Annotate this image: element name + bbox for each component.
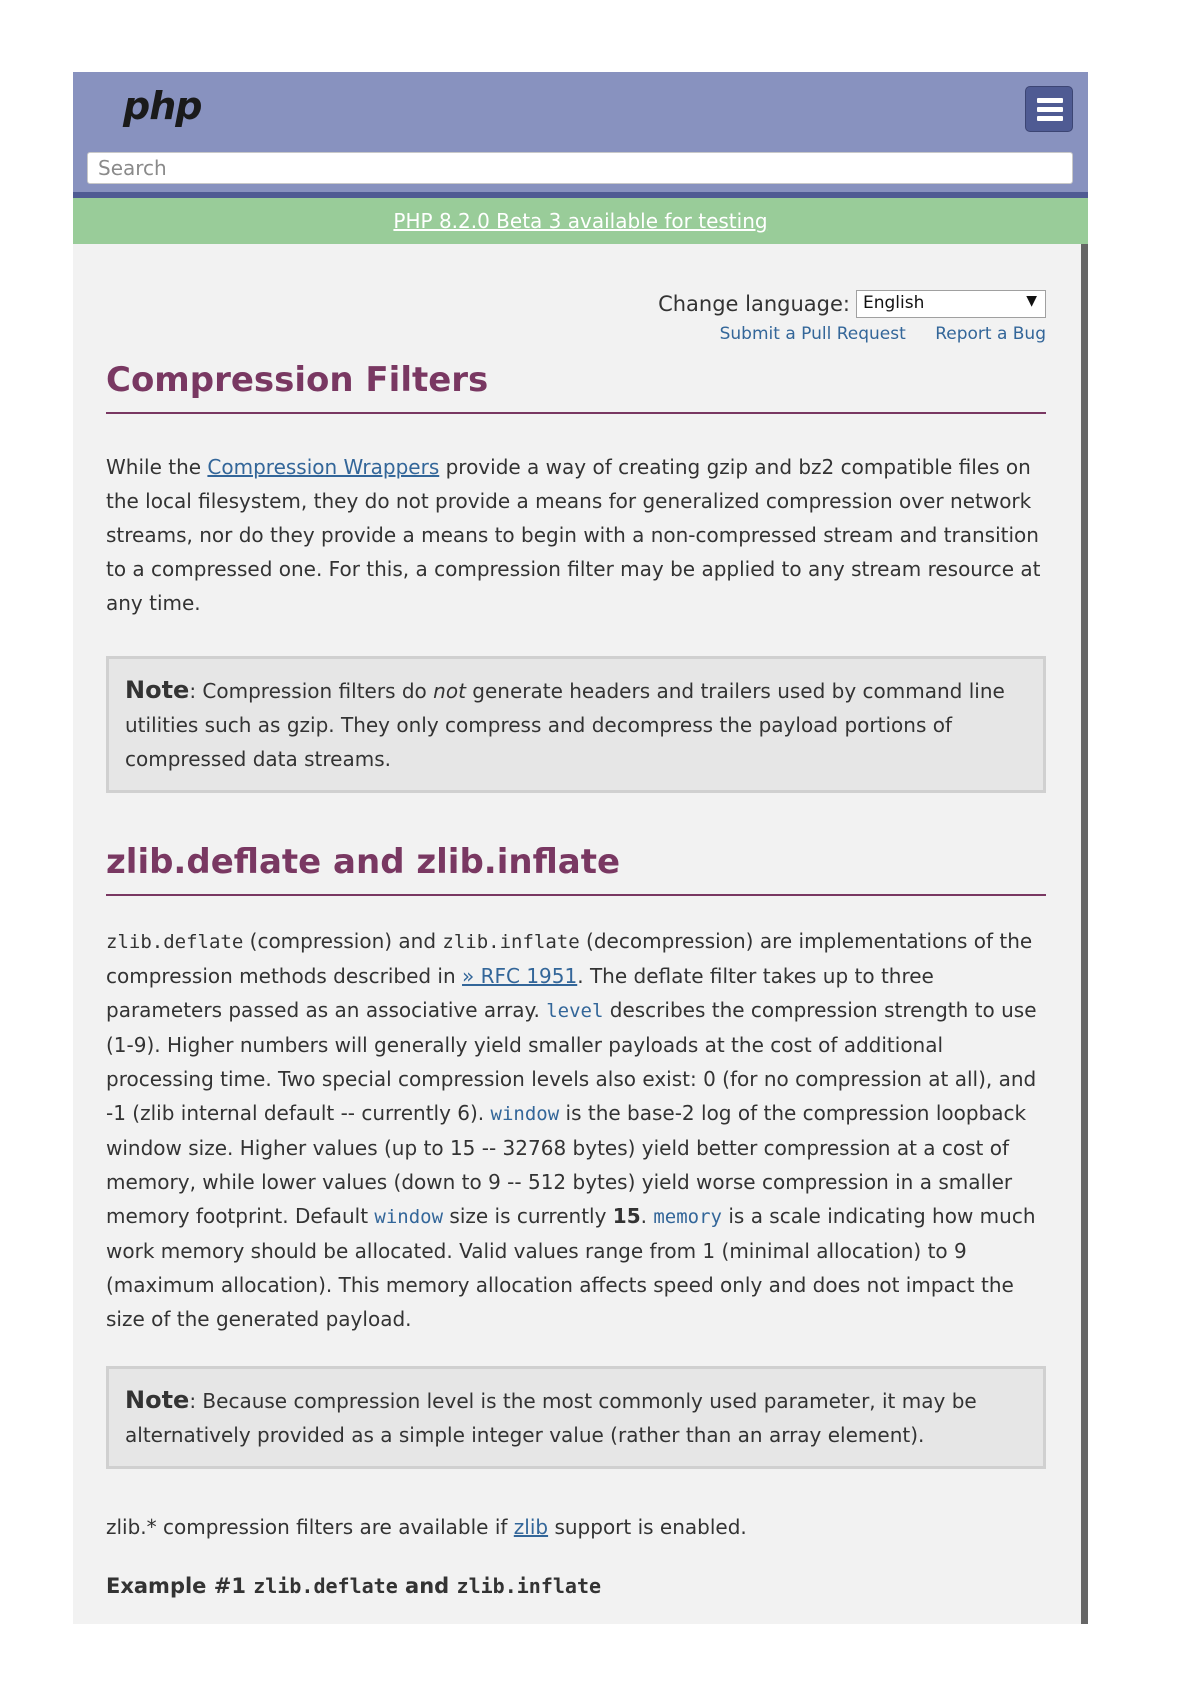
code-memory: memory: [653, 1206, 722, 1228]
text: provide a way of creating gzip and bz2 compatible files on the local filesystem, they do not provide a means for generalized compression over network streams, nor do they provide a means to begin with a non-compressed stream and transition to a compressed one. For this, a compression filter may be applied to any stream resource at any time.: [106, 455, 1041, 615]
text: describes the compression strength to use (1-9). Higher numbers will generally yield smaller payloads at the cost of additional processing time. Two special compression levels also exist: 0 (for no compression at all), and -1 (zlib internal default -- currently 6).: [106, 998, 1037, 1125]
code-inflate: zlib.inflate: [456, 1574, 602, 1598]
example-title: [106, 1574, 601, 1598]
text: support is enabled.: [548, 1515, 747, 1539]
text: size is currently: [443, 1204, 613, 1228]
code-level: level: [546, 1000, 604, 1022]
text: .: [640, 1204, 654, 1228]
note-box: [106, 656, 1046, 793]
text: . The deflate filter takes up to three parameters passed as an associative array.: [106, 964, 934, 1022]
hamburger-menu-icon[interactable]: [1025, 86, 1073, 132]
text: and: [397, 1574, 457, 1598]
text: (decompression) are implementations of the compression methods described in: [106, 929, 1033, 988]
rfc-1951-link[interactable]: » RFC 1951: [462, 964, 578, 988]
deflate-description: [106, 924, 1046, 1336]
code-window: window: [490, 1103, 560, 1125]
menu-bar: [1037, 98, 1063, 103]
text: is the base-2 log of the compression loopback window size. Higher values (up to 15 -- 32768 bytes) yield better compression at a cost of memory, while lower values (down to 9 -- 512 bytes) yield worse compression in a smaller memory footprint. Default: [106, 1101, 1027, 1228]
code-deflate: zlib.deflate: [253, 1574, 398, 1598]
edit-links: [696, 324, 1046, 344]
section-title: zlib.deflate and zlib.inflate: [106, 842, 1046, 896]
note-label: Note: [125, 676, 190, 704]
note-box: [106, 1366, 1046, 1469]
language-label: Change language:: [658, 292, 850, 316]
php-logo[interactable]: php: [123, 84, 202, 128]
search-input[interactable]: [87, 152, 1073, 184]
change-language: [658, 290, 1046, 318]
report-bug-link[interactable]: Report a Bug: [935, 324, 1046, 344]
text: Example #1: [106, 1574, 254, 1598]
text: : Because compression level is the most commonly used parameter, it may be alternatively provided as a simple integer value (rather than an array element).: [125, 1389, 977, 1447]
text: While the: [106, 455, 208, 479]
compression-wrappers-link[interactable]: Compression Wrappers: [207, 455, 440, 479]
site-header: [73, 72, 1088, 198]
submit-pull-request-link[interactable]: Submit a Pull Request: [719, 324, 906, 344]
right-border: [1081, 244, 1088, 1624]
menu-bar: [1037, 107, 1063, 112]
beta-announcement-link[interactable]: PHP 8.2.0 Beta 3 available for testing: [393, 209, 768, 233]
text: (compression) and: [243, 929, 443, 953]
text: zlib.* compression filters are available if: [106, 1515, 514, 1539]
menu-bar: [1037, 116, 1063, 121]
note-label: Note: [125, 1386, 190, 1414]
language-select[interactable]: [856, 290, 1046, 318]
page-title: Compression Filters: [106, 360, 1046, 414]
text: generate headers and trailers used by command line utilities such as gzip. They only compress and decompress the payload portions of compressed data streams.: [125, 679, 1005, 771]
code-deflate: zlib.deflate: [106, 931, 244, 953]
bold-value: 15: [612, 1204, 641, 1228]
code-inflate: zlib.inflate: [442, 931, 580, 953]
text: is a scale indicating how much work memory should be allocated. Valid values range from 1 (minimal allocation) to 9 (maximum allocation). This memory allocation affects speed only and does not impact the size of the generated payload.: [106, 1204, 1036, 1331]
intro-paragraph: [106, 450, 1046, 620]
code-window: window: [374, 1206, 444, 1228]
availability-paragraph: [106, 1510, 1046, 1544]
emphasis: not: [433, 679, 466, 703]
text: : Compression filters do: [189, 679, 434, 703]
language-selected-value: English: [863, 293, 925, 313]
dropdown-arrow-icon: ▼: [1026, 293, 1037, 309]
zlib-link[interactable]: zlib: [513, 1515, 549, 1539]
announcement-banner: [73, 198, 1088, 244]
page-frame: [73, 72, 1088, 1624]
